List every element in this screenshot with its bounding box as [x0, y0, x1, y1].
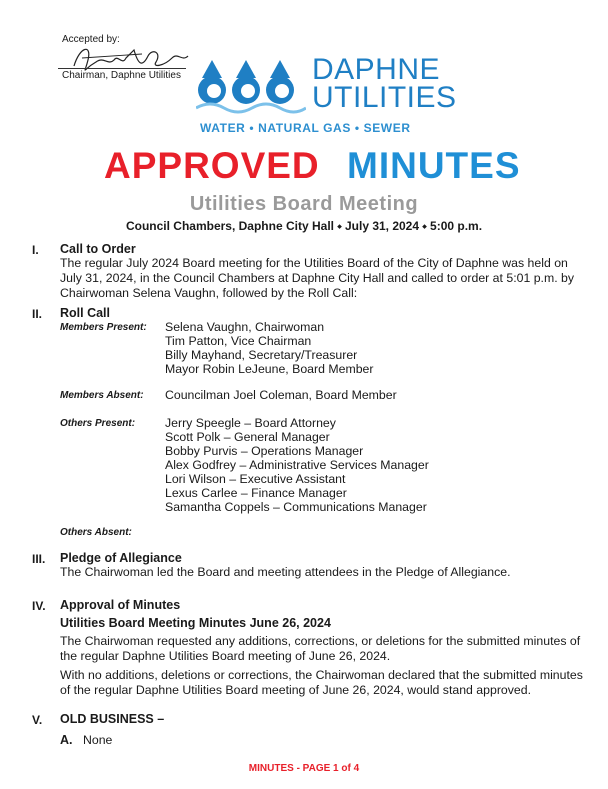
- others-absent-label: Others Absent:: [60, 527, 132, 538]
- other-present: Alex Godfrey – Administrative Services Manager: [165, 458, 429, 472]
- section-number: IV.: [32, 599, 46, 613]
- minutes-heading: MINUTES: [347, 145, 521, 186]
- other-present: Samantha Coppels – Communications Manager: [165, 500, 427, 514]
- logo-daphne-text: DAPHNE: [312, 53, 441, 86]
- other-present: Lori Wilson – Executive Assistant: [165, 472, 346, 486]
- section-title-old-business: OLD BUSINESS –: [60, 712, 165, 726]
- section-title-approval: Approval of Minutes: [60, 598, 181, 612]
- section-title-roll-call: Roll Call: [60, 306, 111, 320]
- meeting-location: Council Chambers, Daphne City Hall ⬩ July 31, 2024 ⬩ 5:00 p.m.: [125, 219, 483, 233]
- page-footer: MINUTES - PAGE 1 of 4: [248, 763, 360, 774]
- member-present: Selena Vaughn, Chairwoman: [165, 320, 325, 334]
- members-absent-label: Members Absent:: [60, 390, 144, 401]
- members-present-label: Members Present:: [60, 322, 147, 333]
- approval-paragraph-2: With no additions, deletions or corrections, the Chairwoman declared that the submitted minutes of the regular Daphne Utilities Board meeting of June 26, 2024, would stand approved.: [60, 668, 583, 697]
- section-number: I.: [32, 243, 39, 257]
- member-present: Mayor Robin LeJeune, Board Member: [165, 362, 374, 376]
- others-present-label: Others Present:: [60, 418, 136, 429]
- old-business-item-text: None: [83, 733, 113, 747]
- call-to-order-text: The regular July 2024 Board meeting for the Utilities Board of the City of Daphne was held on July 31, 2024, in the Council Chambers at Daphne City Hall and called to order at 5:01 p.m. by Chairwoman Selena Vaughn, followed by the Roll Call:: [60, 256, 575, 300]
- logo-tagline: WATER • NATURAL GAS • SEWER: [200, 121, 411, 135]
- section-number: II.: [32, 307, 43, 321]
- section-number: III.: [32, 552, 46, 566]
- water-drops-logo-icon: [196, 58, 306, 114]
- approved-heading: APPROVED: [104, 145, 320, 186]
- section-title-pledge: Pledge of Allegiance: [60, 551, 182, 565]
- pledge-text: The Chairwoman led the Board and meeting attendees in the Pledge of Allegiance.: [60, 565, 511, 579]
- old-business-item-letter: A.: [60, 733, 73, 747]
- approval-subtitle: Utilities Board Meeting Minutes June 26, 2024: [60, 616, 331, 630]
- approval-paragraph-1: The Chairwoman requested any additions, corrections, or deletions for the submitted minutes of the regular Daphne Utilities Board meeting of June 26, 2024.: [60, 634, 581, 663]
- other-present: Jerry Speegle – Board Attorney: [165, 416, 336, 430]
- meeting-subtitle: Utilities Board Meeting: [189, 193, 419, 215]
- accepted-by-label: Accepted by:: [62, 34, 120, 45]
- logo-utilities-text: UTILITIES: [312, 81, 457, 114]
- signature-line: [58, 68, 186, 69]
- chairman-label: Chairman, Daphne Utilities: [62, 70, 181, 81]
- section-title-call-to-order: Call to Order: [60, 242, 136, 256]
- other-present: Scott Polk – General Manager: [165, 430, 330, 444]
- member-absent: Councilman Joel Coleman, Board Member: [165, 388, 397, 402]
- other-present: Lexus Carlee – Finance Manager: [165, 486, 347, 500]
- other-present: Bobby Purvis – Operations Manager: [165, 444, 364, 458]
- member-present: Billy Mayhand, Secretary/Treasurer: [165, 348, 358, 362]
- member-present: Tim Patton, Vice Chairman: [165, 334, 312, 348]
- section-number: V.: [32, 713, 43, 727]
